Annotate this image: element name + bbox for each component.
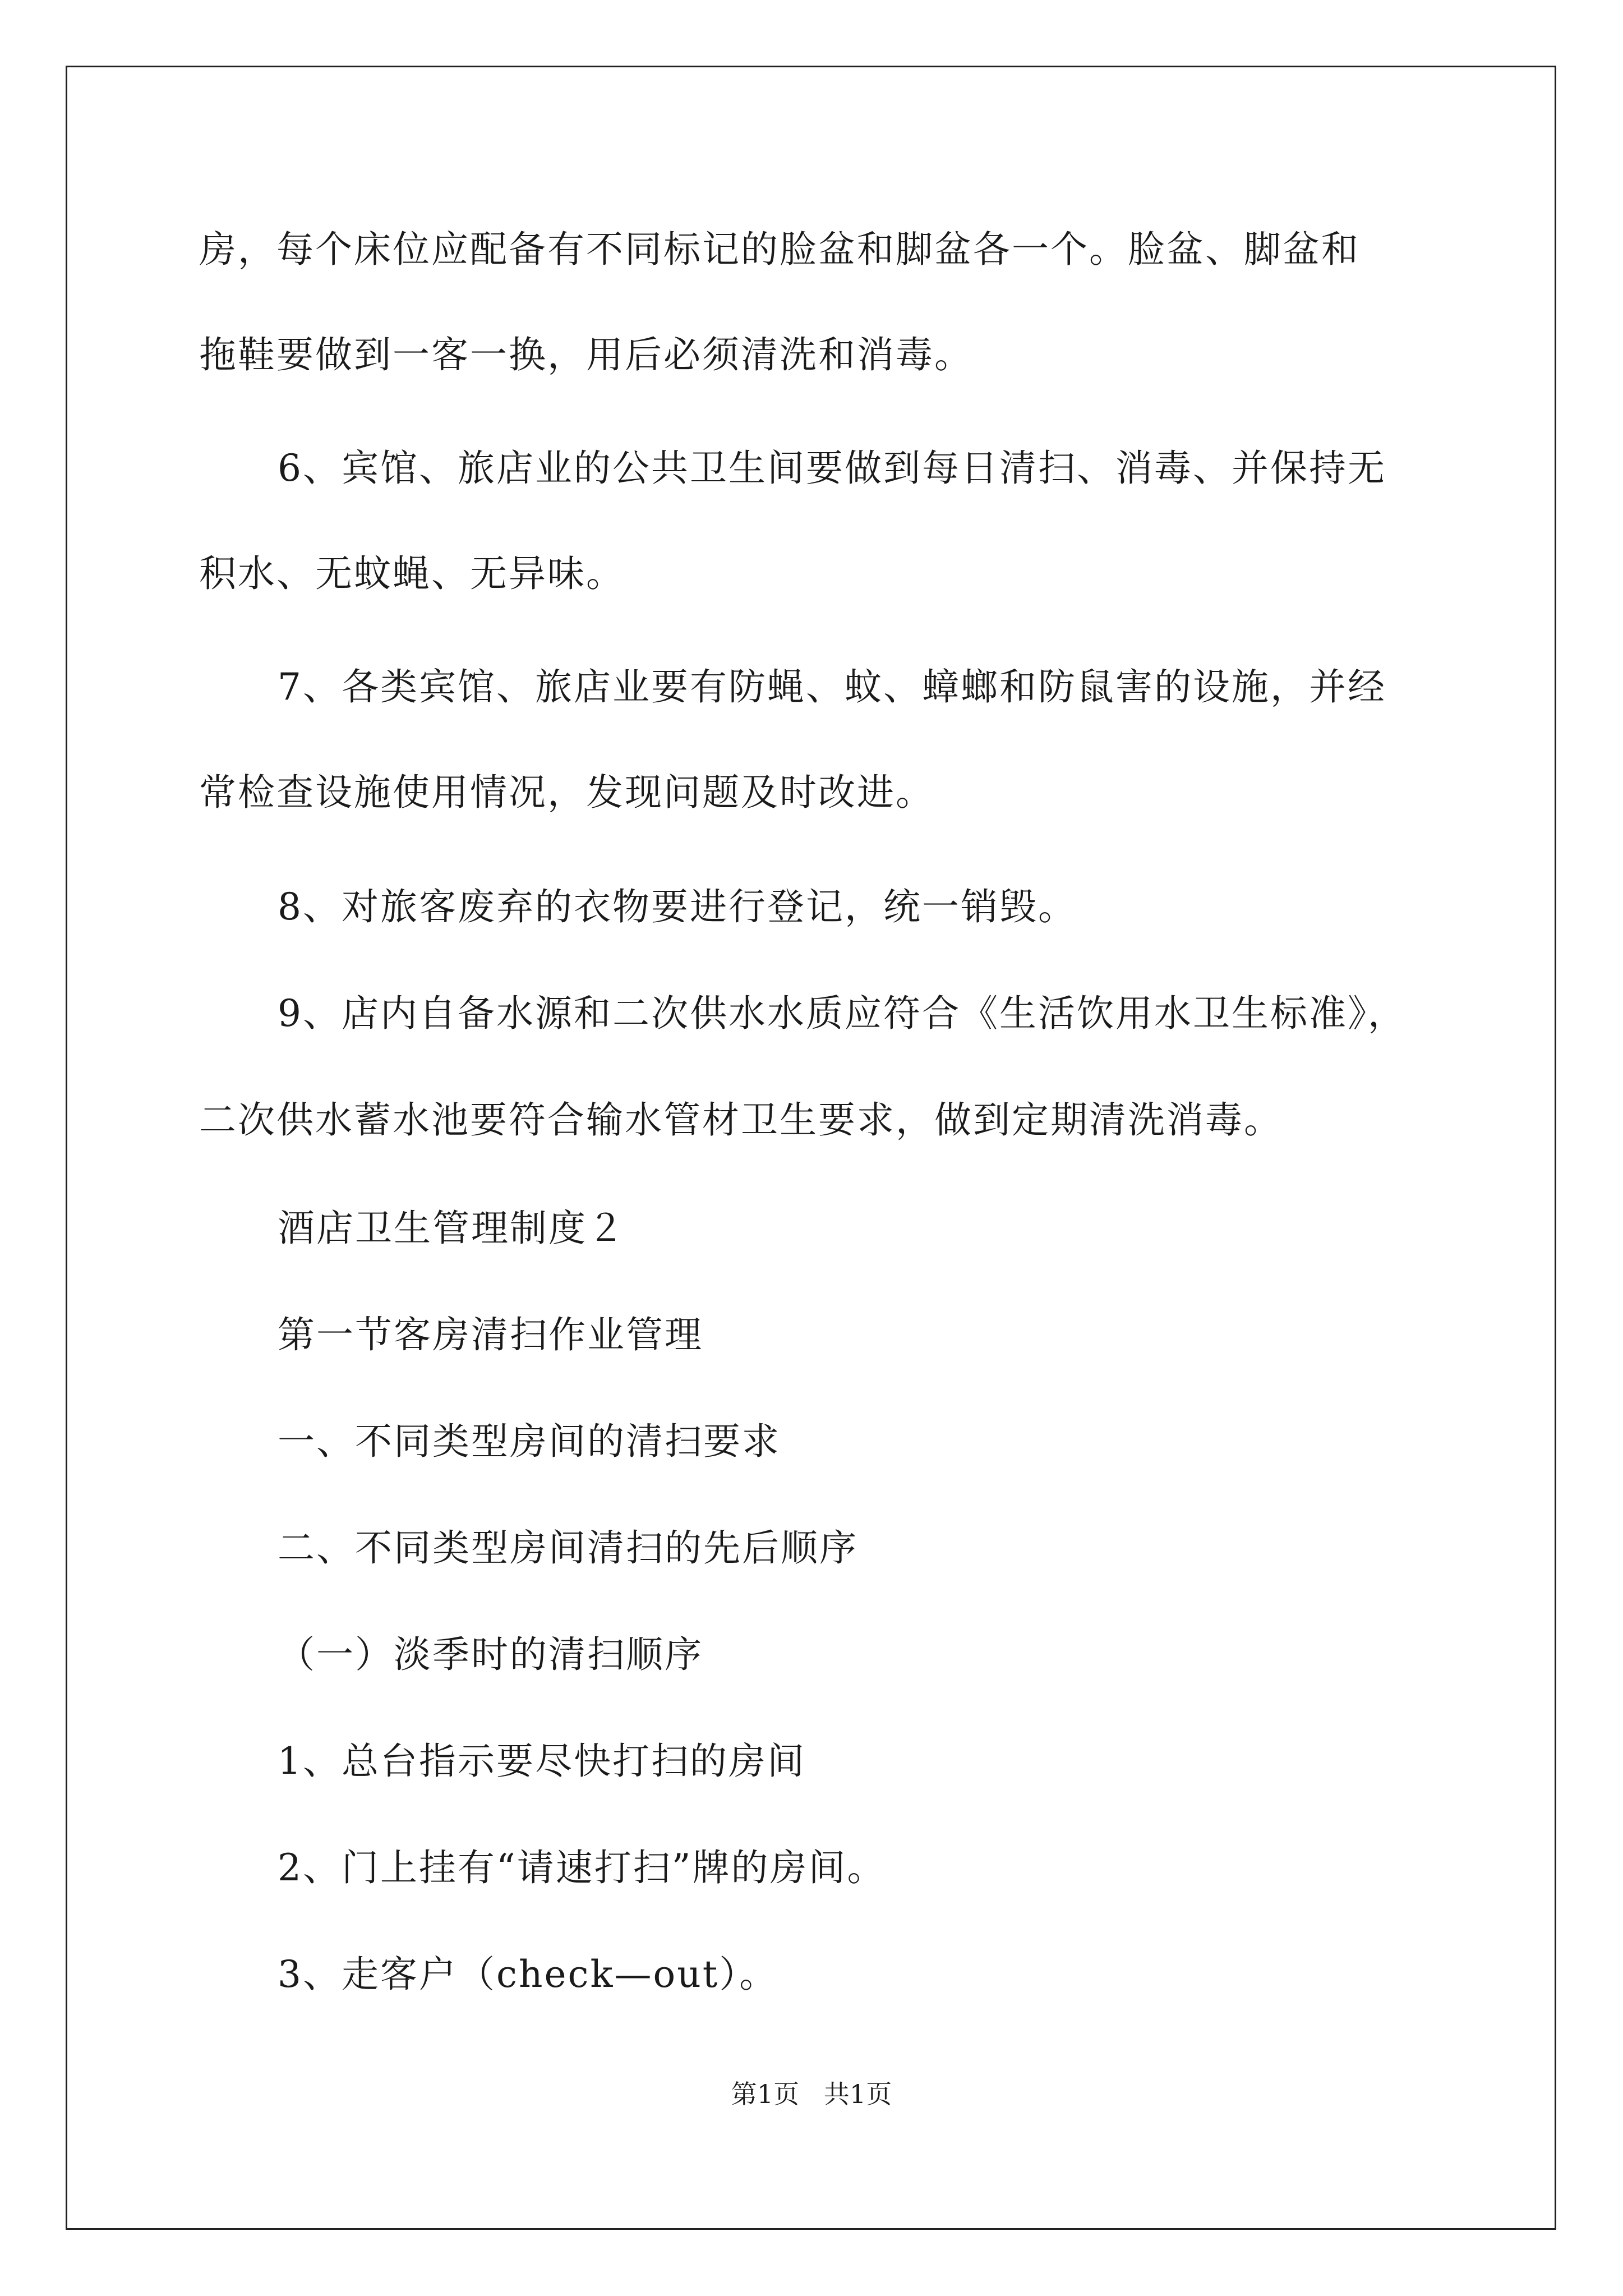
paragraph-line-6: 常检查设施使用情况，发现问题及时改进。 <box>199 771 934 814</box>
section-heading: 第一节客房清扫作业管理 <box>278 1313 703 1356</box>
list-item-3: 3、走客户（check—out）。 <box>278 1953 778 1996</box>
section-title: 酒店卫生管理制度２ <box>278 1207 626 1250</box>
paragraph-line-7: 8、对旅客废弃的衣物要进行登记，统一销毁。 <box>278 885 1077 928</box>
paragraph-line-9: 二次供水蓄水池要符合输水管材卫生要求，做到定期清洗消毒。 <box>199 1098 1283 1142</box>
paragraph-line-1: 房，每个床位应配备有不同标记的脸盆和脚盆各一个。脸盆、脚盆和 <box>199 228 1360 271</box>
subheading: （一）淡季时的清扫顺序 <box>278 1633 703 1676</box>
paragraph-line-5: 7、各类宾馆、旅店业要有防蝇、蚊、蟑螂和防鼠害的设施，并经 <box>278 665 1386 708</box>
list-item-2: 2、门上挂有“请速打扫”牌的房间。 <box>278 1846 886 1889</box>
paragraph-line-3: 6、宾馆、旅店业的公共卫生间要做到每日清扫、消毒、并保持无 <box>278 447 1386 490</box>
paragraph-line-4: 积水、无蚊蝇、无异味。 <box>199 552 625 595</box>
page-border <box>66 66 1556 2230</box>
page-number: 第1页 共1页 <box>731 2079 892 2109</box>
heading-level-1: 一、不同类型房间的清扫要求 <box>278 1420 781 1463</box>
heading-level-2: 二、不同类型房间清扫的先后顺序 <box>278 1526 858 1570</box>
paragraph-line-2: 拖鞋要做到一客一换，用后必须清洗和消毒。 <box>199 333 973 376</box>
list-item-1: 1、总台指示要尽快打扫的房间 <box>278 1740 806 1783</box>
paragraph-line-8: 9、店内自备水源和二次供水水质应符合《生活饮用水卫生标准》， <box>278 992 1407 1035</box>
